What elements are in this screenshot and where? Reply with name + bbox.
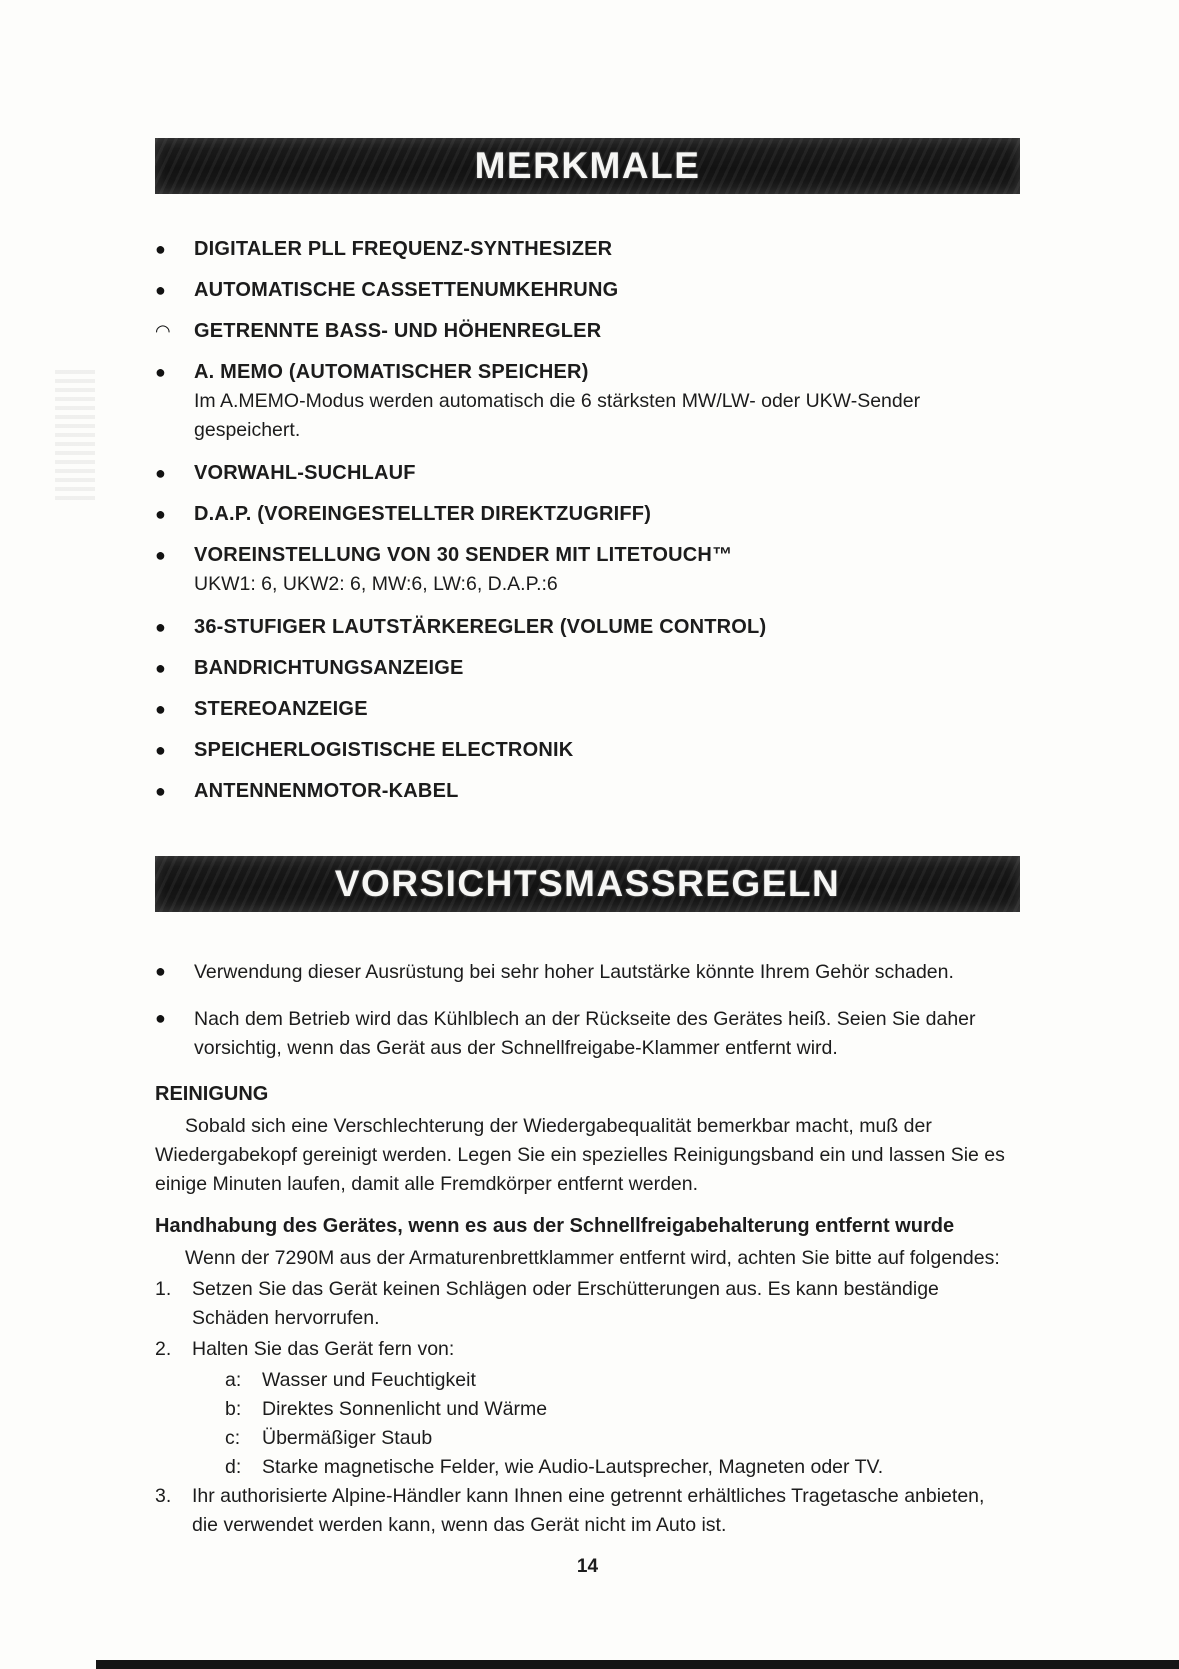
handling-sub-list (225, 1366, 1024, 1482)
section-banner-vorsichtsmassregeln (155, 856, 1020, 912)
item-number: 1. (155, 1278, 172, 1300)
feature-item (155, 359, 1024, 445)
bullet-icon: ● (155, 658, 166, 678)
item-letter: a: (225, 1369, 242, 1391)
bullet-icon: ● (155, 1008, 166, 1028)
item-text: Direktes Sonnenlicht und Wärme (262, 1398, 548, 1420)
bullet-icon: ● (155, 961, 166, 981)
scan-artifact (55, 370, 95, 500)
handling-intro: Wenn der 7290M aus der Armaturenbrettklammer entfernt wird, achten Sie bitte auf folgendes: (185, 1247, 1000, 1269)
section-title-merkmale: MERKMALE (474, 145, 701, 186)
feature-title: GETRENNTE BASS- UND HÖHENREGLER (194, 320, 602, 342)
feature-item (155, 318, 1024, 344)
feature-detail: UKW1: 6, UKW2: 6, MW:6, LW:6, D.A.P.:6 (194, 573, 558, 595)
precaution-item (155, 1005, 1024, 1063)
item-letter: c: (225, 1427, 241, 1449)
bullet-icon: ● (155, 781, 166, 801)
feature-item (155, 614, 1024, 640)
feature-title: VOREINSTELLUNG VON 30 SENDER MIT LITETOUCH™ (194, 544, 733, 566)
feature-title: DIGITALER PLL FREQUENZ-SYNTHESIZER (194, 238, 613, 260)
page-number: 14 (576, 1556, 599, 1577)
bullet-icon: ◠ (155, 321, 171, 341)
section-title-vorsichtsmassregeln: VORSICHTSMASSREGELN (334, 863, 841, 904)
feature-title: VORWAHL-SUCHLAUF (194, 462, 416, 484)
precautions-list (155, 958, 1024, 1063)
feature-item (155, 778, 1024, 804)
feature-item (155, 277, 1024, 303)
feature-title: BANDRICHTUNGSANZEIGE (194, 657, 464, 679)
lettered-item (225, 1395, 1024, 1424)
bullet-icon: ● (155, 740, 166, 760)
feature-item (155, 655, 1024, 681)
cleaning-section (155, 1081, 1024, 1199)
item-letter: b: (225, 1398, 242, 1420)
feature-title: SPEICHERLOGISTISCHE ELECTRONIK (194, 739, 574, 761)
feature-title: D.A.P. (VOREINGESTELLTER DIREKTZUGRIFF) (194, 503, 652, 525)
item-text: Ihr authorisierte Alpine-Händler kann Ihnen eine getrennt erhältliches Tragetasche anbieten, die verwendet werden kann, wenn das Gerät nicht im Auto ist. (192, 1485, 985, 1536)
numbered-item (155, 1482, 1024, 1540)
bullet-icon: ● (155, 504, 166, 524)
item-letter: d: (225, 1456, 242, 1478)
lettered-item (225, 1453, 1024, 1482)
bullet-icon: ● (155, 545, 166, 565)
scan-edge-bar (96, 1660, 1179, 1669)
feature-item (155, 737, 1024, 763)
numbered-item (155, 1335, 1024, 1364)
bullet-icon: ● (155, 617, 166, 637)
numbered-item (155, 1275, 1024, 1333)
feature-title: AUTOMATISCHE CASSETTENUMKEHRUNG (194, 279, 619, 301)
bullet-icon: ● (155, 280, 166, 300)
lettered-item (225, 1366, 1024, 1395)
item-text: Halten Sie das Gerät fern von: (192, 1338, 455, 1360)
feature-item (155, 542, 1024, 599)
handling-numbered-list (155, 1275, 1024, 1540)
handling-heading: Handhabung des Gerätes, wenn es aus der Schnellfreigabehalterung entfernt wurde (155, 1215, 955, 1237)
precaution-item (155, 958, 1024, 987)
precaution-text: Nach dem Betrieb wird das Kühlblech an der Rückseite des Gerätes heiß. Seien Sie daher vorsichtig, wenn das Gerät aus der Schnellfreigabe-Klammer entfernt wird. (194, 1008, 976, 1059)
item-text: Starke magnetische Felder, wie Audio-Lautsprecher, Magneten oder TV. (262, 1456, 884, 1478)
lettered-item (225, 1424, 1024, 1453)
item-text: Setzen Sie das Gerät keinen Schlägen oder Erschütterungen aus. Es kann beständige Schäden hervorrufen. (192, 1278, 939, 1329)
cleaning-heading: REINIGUNG (155, 1083, 269, 1105)
features-list (155, 236, 1024, 804)
item-text: Wasser und Feuchtigkeit (262, 1369, 476, 1391)
feature-item (155, 236, 1024, 262)
feature-item (155, 501, 1024, 527)
bullet-icon: ● (155, 463, 166, 483)
feature-item (155, 696, 1024, 722)
bullet-icon: ● (155, 362, 166, 382)
feature-title: ANTENNENMOTOR-KABEL (194, 780, 459, 802)
feature-title: STEREOANZEIGE (194, 698, 368, 720)
feature-detail: Im A.MEMO-Modus werden automatisch die 6 stärksten MW/LW- oder UKW-Sender gespeichert. (194, 390, 921, 441)
feature-title: 36-STUFIGER LAUTSTÄRKEREGLER (VOLUME CONTROL) (194, 616, 767, 638)
precaution-text: Verwendung dieser Ausrüstung bei sehr hoher Lautstärke könnte Ihrem Gehör schaden. (194, 961, 954, 983)
bullet-icon: ● (155, 239, 166, 259)
bullet-icon: ● (155, 699, 166, 719)
item-text: Übermäßiger Staub (262, 1427, 433, 1449)
handling-section (155, 1213, 1024, 1540)
cleaning-body: Sobald sich eine Verschlechterung der Wiedergabequalität bemerkbar macht, muß der Wiedergabekopf gereinigt werden. Legen Sie ein spezielles Reinigungsband ein und lassen Sie es einige Minuten laufen, damit alle Fremdkörper entfernt werden. (155, 1115, 1005, 1195)
feature-item (155, 460, 1024, 486)
item-number: 2. (155, 1338, 172, 1360)
section-banner-merkmale (155, 138, 1020, 194)
item-number: 3. (155, 1485, 172, 1507)
feature-title: A. MEMO (AUTOMATISCHER SPEICHER) (194, 361, 589, 383)
